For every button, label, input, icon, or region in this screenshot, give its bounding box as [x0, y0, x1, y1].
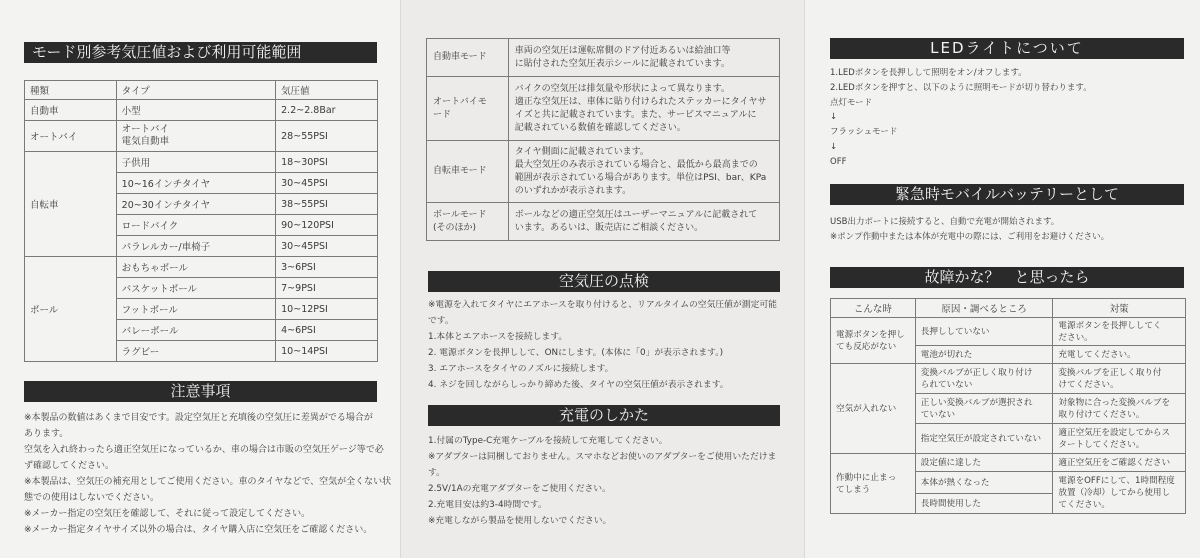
trouble-cause: 電池が切れた — [915, 346, 1053, 364]
trouble-cause: 指定空気圧が設定されていない — [915, 424, 1053, 454]
charge-text: 1.付属のType-C充電ケーブルを接続して充電してください。 ※アダプターは同梱しておりません。スマホなどお使いのアダプターをご使用いただけま す。 2.5V/1Aの充電アダプターをご使用ください。 2.充電目安は約3-4時間です。 ※充電しながら製品を使用しないでください。 — [428, 436, 777, 526]
trouble-case-stop: 作動中に止まっ てしまう — [831, 454, 916, 514]
right-panel — [805, 0, 1200, 558]
ball-type: フットボール — [116, 299, 275, 320]
bicycle-value: 90~120PSI — [276, 215, 378, 236]
bicycle-type: 10~16インチタイヤ — [116, 173, 275, 194]
battery-text: USB出力ポートに接続すると、自動で充電が開始されます。 ※ポンプ作動中または本体が充電中の際には、ご利用をお避けください。 — [830, 217, 1110, 242]
header-value: 気圧値 — [276, 81, 378, 100]
bicycle-type: パラレルカー/車椅子 — [116, 236, 275, 257]
check-section-title: 空気圧の点検 — [428, 271, 780, 292]
trouble-case-air: 空気が入れない — [831, 364, 916, 454]
ball-value: 10~12PSI — [276, 299, 378, 320]
mode-desc: 車両の空気圧は運転席側のドア付近あるいは給油口等 に貼付された空気圧表示シールに記載されています。 — [508, 39, 779, 77]
mode-label: ボールモード (そのほか) — [427, 203, 509, 241]
trouble-case-power: 電源ボタンを押し ても反応がない — [831, 318, 916, 364]
ball-label: ボール — [25, 257, 117, 362]
check-text: ※電源を入れてタイヤにエアホースを取り付けると、リアルタイムの空気圧値が測定可能 です。 1.本体とエアホースを接続します。 2. 電源ボタンを長押しして、ONにします。(本体に「0」が表示されます。) 3. エアホースをタイヤのノズルに接続します。 4. ネジを回しながらしっかり締めた後、タイヤの空気圧値が表示されます。 — [428, 300, 777, 390]
header-type: タイプ — [116, 81, 275, 100]
header-kind: 種類 — [25, 81, 117, 100]
mode-label: 自転車モード — [427, 141, 509, 203]
mode-table — [426, 38, 780, 241]
bicycle-label: 自転車 — [25, 152, 117, 257]
car-type: 小型 — [116, 100, 275, 121]
ball-value: 4~6PSI — [276, 320, 378, 341]
ball-type: バスケットボール — [116, 278, 275, 299]
charge-section-title: 充電のしかた — [428, 405, 780, 426]
trouble-fix: 電源ボタンを長押ししてく ださい。 — [1053, 318, 1186, 346]
trouble-fix: 対象物に合った変換バルブを 取り付けてください。 — [1053, 394, 1186, 424]
bicycle-type: ロードバイク — [116, 215, 275, 236]
trouble-section-title: 故障かな？ と思ったら — [830, 267, 1184, 288]
trouble-table — [830, 298, 1186, 514]
trouble-fix: 充電してください。 — [1053, 346, 1186, 364]
trouble-cause: 設定値に達した — [915, 454, 1053, 472]
mode-desc: バイクの空気圧は排気量や形状によって異なります。 適正な空気圧は、車体に貼り付けられたステッカーにタイヤサ イズと共に記載されています。また、サービスマニュアルに 記載されている数値を確認してください。 — [508, 77, 779, 141]
caution-text: ※本製品の数値はあくまで目安です。設定空気圧と充填後の空気圧に差異がでる場合が あります。 空気を入れ終わったら適正空気圧になっているか、車の場合は市販の空気圧ゲージ等で必 ず確認してください。 ※本製品は、空気圧の補充用としてご使用ください。車のタイヤなどで、空気が全くない状 態での使用はしないでください。 ※メーカー指定の空気圧を確認して、それに従って設定してください。 ※メーカー指定タイヤサイズ以外の場合は、タイヤ購入店に空気圧をご確認ください。 — [24, 413, 392, 535]
trouble-cause: 本体が熱くなった — [915, 472, 1053, 494]
mode-desc: タイヤ側面に記載されています。 最大空気圧のみ表示されている場合と、最低から最高までの 範囲が表示されている場合があります。単位はPSI、bar、KPa のいずれかが表示されます。 — [508, 141, 779, 203]
mode-desc: ボールなどの適正空気圧はユーザーマニュアルに記載されて います。あるいは、販売店にご相談ください。 — [508, 203, 779, 241]
led-text: 1.LEDボタンを長押しして照明をオン/オフします。 2.LEDボタンを押すと、以下のように照明モードが切り替わります。 点灯モード ↓ フラッシュモード ↓ OFF — [830, 68, 1092, 167]
trouble-cause: 変換バルブが正しく取り付け られていない — [915, 364, 1053, 394]
battery-section-title: 緊急時モバイルバッテリーとして — [830, 184, 1184, 205]
ball-value: 3~6PSI — [276, 257, 378, 278]
mode-label: オートバイモ ード — [427, 77, 509, 141]
middle-panel — [400, 0, 805, 558]
trouble-header-fix: 対策 — [1053, 299, 1186, 318]
bicycle-value: 38~55PSI — [276, 194, 378, 215]
ball-value: 10~14PSI — [276, 341, 378, 362]
trouble-header-case: こんな時 — [831, 299, 916, 318]
car-value: 2.2~2.8Bar — [276, 100, 378, 121]
bicycle-value: 18~30PSI — [276, 152, 378, 173]
bicycle-value: 30~45PSI — [276, 236, 378, 257]
trouble-cause: 正しい変換バルブが選択され ていない — [915, 394, 1053, 424]
car-label: 自動車 — [25, 100, 117, 121]
trouble-cause: 長時間使用した — [915, 494, 1053, 514]
trouble-cause: 長押ししていない — [915, 318, 1053, 346]
led-section-title: LEDライトについて — [830, 38, 1184, 59]
mode-label: 自動車モード — [427, 39, 509, 77]
ball-type: バレーボール — [116, 320, 275, 341]
trouble-fix: 電源をOFFにして、1時間程度 放置（冷却）してから使用し てください。 — [1053, 472, 1186, 514]
pressure-table — [24, 80, 378, 362]
pressure-section-title: モード別参考気圧値および利用可能範囲 — [24, 42, 377, 63]
trouble-fix: 適正空気圧を設定してからス タートしてください。 — [1053, 424, 1186, 454]
ball-value: 7~9PSI — [276, 278, 378, 299]
trouble-header-cause: 原因・調べるところ — [915, 299, 1053, 318]
bicycle-type: 子供用 — [116, 152, 275, 173]
motorcycle-value: 28~55PSI — [276, 121, 378, 152]
bicycle-value: 30~45PSI — [276, 173, 378, 194]
motorcycle-label: オートバイ — [25, 121, 117, 152]
bicycle-type: 20~30インチタイヤ — [116, 194, 275, 215]
ball-type: おもちゃボール — [116, 257, 275, 278]
trouble-fix: 変換バルブを正しく取り付 けてください。 — [1053, 364, 1186, 394]
ball-type: ラグビー — [116, 341, 275, 362]
caution-section-title: 注意事項 — [24, 381, 377, 402]
left-panel — [0, 0, 400, 558]
motorcycle-type: オートバイ 電気自動車 — [116, 121, 275, 152]
trouble-fix: 適正空気圧をご確認ください — [1053, 454, 1186, 472]
